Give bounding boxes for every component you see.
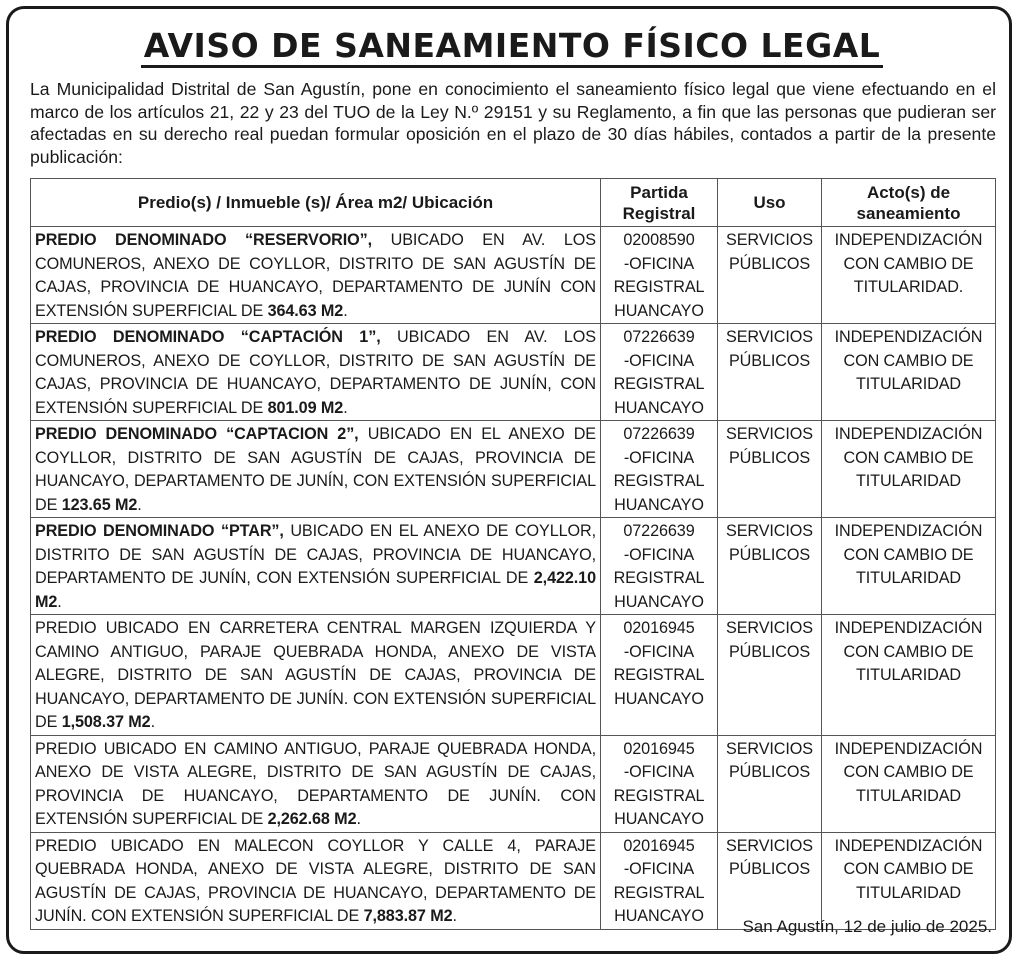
partida-registral-line: -OFICINA [623, 351, 695, 370]
property-description [31, 832, 601, 929]
header-partida-line1: Partida [630, 182, 688, 202]
partida-registral-line: HUANCAYO [614, 398, 704, 417]
table-row [31, 735, 996, 832]
table-row [31, 324, 996, 421]
intro-paragraph: La Municipalidad Distrital de San Agustín, pone en conocimiento el saneamiento físico legal que viene efectuando en el marco de los artículos 21, 22 y 23 del TUO de la Ley N.º 29151 y su Reglamento, a fin que las personas que pudieran ser afectadas en su derecho real puedan formular oposición en el plazo de 30 días hábiles, contados a partir de la presente publicación: [30, 79, 996, 167]
uso-cell-line: SERVICIOS [726, 231, 813, 249]
uso-cell [718, 324, 822, 421]
notice-title: AVISO DE SANEAMIENTO FÍSICO LEGAL [143, 26, 881, 65]
acto-saneamiento-line: INDEPENDIZACIÓN [834, 328, 983, 346]
partida-registral [601, 615, 718, 736]
partida-registral [601, 735, 718, 832]
acto-saneamiento-line: CON CAMBIO DE [843, 642, 974, 661]
acto-saneamiento [822, 615, 996, 736]
partida-registral [601, 227, 718, 324]
acto-saneamiento-line: INDEPENDIZACIÓN [834, 425, 983, 443]
uso-cell-line: PÚBLICOS [728, 545, 811, 564]
property-description [31, 735, 601, 832]
header-uso: Uso [718, 179, 822, 227]
partida-registral-line: 02008590 [623, 231, 695, 249]
property-name: PREDIO DENOMINADO “RESERVORIO”, [35, 231, 373, 249]
acto-saneamiento [822, 421, 996, 518]
uso-cell [718, 518, 822, 615]
table-row [31, 227, 996, 324]
partida-registral-line: REGISTRAL [613, 278, 705, 296]
acto-saneamiento-line: CON CAMBIO DE [843, 763, 974, 781]
header-partida-line2: Registral [622, 203, 696, 223]
table-header-row [31, 179, 996, 227]
partida-registral-line: REGISTRAL [613, 786, 705, 805]
partida-registral-line: HUANCAYO [614, 810, 704, 828]
uso-cell-line: PÚBLICOS [728, 763, 811, 781]
uso-cell-line: PÚBLICOS [728, 351, 811, 370]
partida-registral-line: 07226639 [623, 522, 695, 540]
property-area: 1,508.37 M2 [61, 713, 151, 731]
property-location: UBICADO EN EL ANEXO DE COYLLOR, DISTRITO DE SAN AGUSTÍN DE CAJAS, PROVINCIA DE HUANCAYO, DEPARTAMENTO DE JUNÍN, CON EXTENSIÓN SUPERFICIAL DE [35, 522, 596, 587]
partida-registral-line: 02016945 [623, 739, 695, 758]
property-description [31, 421, 601, 518]
header-acto-line2: saneamiento [856, 203, 961, 223]
property-name: PREDIO DENOMINADO “PTAR”, [35, 522, 284, 540]
uso-cell-line: SERVICIOS [726, 836, 813, 855]
acto-saneamiento-line: TITULARIDAD. [853, 278, 964, 296]
uso-cell-line: SERVICIOS [726, 739, 813, 758]
acto-saneamiento-line: TITULARIDAD [855, 472, 962, 490]
partida-registral [601, 324, 718, 421]
acto-saneamiento-line: INDEPENDIZACIÓN [834, 619, 983, 637]
property-description-end: . [343, 398, 348, 417]
uso-cell [718, 832, 822, 929]
property-description-end: . [57, 592, 62, 611]
partida-registral [601, 518, 718, 615]
property-location: PREDIO UBICADO EN MALECON COYLLOR Y CALLE 4, PARAJE QUEBRADA HONDA, ANEXO DE VISTA ALEGRE, DISTRITO DE SAN AGUSTÍN DE CAJAS, PROVINCIA DE HUANCAYO, DEPARTAMENTO DE JUNÍN. CON EXTENSIÓN SUPERFICIAL DE [35, 836, 596, 925]
acto-saneamiento [822, 735, 996, 832]
uso-cell-line: SERVICIOS [726, 522, 813, 540]
acto-saneamiento-line: CON CAMBIO DE [843, 860, 974, 878]
header-partida [601, 179, 718, 227]
partida-registral-line: HUANCAYO [614, 301, 704, 320]
acto-saneamiento-line: CON CAMBIO DE [843, 351, 974, 370]
acto-saneamiento [822, 832, 996, 929]
partida-registral-line: HUANCAYO [614, 907, 704, 925]
property-description [31, 615, 601, 736]
partida-registral-line: 07226639 [623, 328, 695, 346]
property-name: PREDIO DENOMINADO “CAPTACION 2”, [35, 425, 359, 443]
properties-table [30, 178, 996, 930]
property-location: PREDIO UBICADO EN CAMINO ANTIGUO, PARAJE QUEBRADA HONDA, ANEXO DE VISTA ALEGRE, DISTRITO DE SAN AGUSTÍN DE CAJAS, PROVINCIA DE HUANCAYO, DEPARTAMENTO DE JUNÍN. CON EXTENSIÓN SUPERFICIAL DE [35, 739, 596, 828]
property-name: PREDIO DENOMINADO “CAPTACIÓN 1”, [35, 328, 381, 346]
acto-saneamiento-line: CON CAMBIO DE [843, 254, 974, 273]
property-description-end: . [137, 495, 142, 514]
partida-registral [601, 421, 718, 518]
partida-registral-line: -OFICINA [623, 545, 695, 564]
acto-saneamiento-line: CON CAMBIO DE [843, 448, 974, 467]
partida-registral-line: REGISTRAL [613, 569, 705, 587]
partida-registral-line: REGISTRAL [613, 883, 705, 902]
property-location: PREDIO UBICADO EN CARRETERA CENTRAL MARGEN IZQUIERDA Y CAMINO ANTIGUO, PARAJE QUEBRADA HONDA, ANEXO DE VISTA ALEGRE, DISTRITO DE SAN AGUSTÍN DE CAJAS, PROVINCIA DE HUANCAYO, DEPARTAMENTO DE JUNÍN. CON EXTENSIÓN SUPERFICIAL DE [35, 619, 596, 731]
partida-registral-line: -OFICINA [623, 254, 695, 273]
acto-saneamiento-line: INDEPENDIZACIÓN [834, 739, 983, 758]
property-description-end: . [452, 907, 457, 925]
property-description-end: . [356, 810, 361, 828]
acto-saneamiento [822, 227, 996, 324]
partida-registral [601, 832, 718, 929]
partida-registral-line: HUANCAYO [614, 592, 704, 611]
property-description [31, 227, 601, 324]
table-row [31, 615, 996, 736]
property-location: UBICADO EN EL ANEXO DE COYLLOR, DISTRITO DE SAN AGUSTÍN DE CAJAS, PROVINCIA DE HUANCAYO, DEPARTAMENTO DE JUNÍN, CON EXTENSIÓN SUPERFICIAL DE [35, 425, 596, 514]
uso-cell [718, 227, 822, 324]
partida-registral-line: REGISTRAL [613, 666, 705, 684]
acto-saneamiento-line: TITULARIDAD [855, 883, 962, 902]
property-description-end: . [150, 713, 155, 731]
header-predio: Predio(s) / Inmueble (s)/ Área m2/ Ubicación [31, 179, 601, 227]
property-area: 2,262.68 M2 [267, 810, 357, 828]
property-area: 7,883.87 M2 [363, 907, 453, 925]
partida-registral-line: -OFICINA [623, 448, 695, 467]
partida-registral-line: REGISTRAL [613, 472, 705, 490]
table-body [31, 227, 996, 930]
partida-registral-line: -OFICINA [623, 860, 695, 878]
acto-saneamiento-line: INDEPENDIZACIÓN [834, 836, 983, 855]
partida-registral-line: REGISTRAL [613, 375, 705, 393]
acto-saneamiento-line: INDEPENDIZACIÓN [834, 231, 983, 249]
uso-cell-line: PÚBLICOS [728, 254, 811, 273]
uso-cell [718, 615, 822, 736]
acto-saneamiento-line: CON CAMBIO DE [843, 545, 974, 564]
uso-cell-line: SERVICIOS [726, 328, 813, 346]
header-acto-line1: Acto(s) de [866, 182, 951, 202]
uso-cell-line: SERVICIOS [726, 425, 813, 443]
partida-registral-line: 02016945 [623, 619, 695, 637]
property-description-end: . [343, 301, 348, 320]
property-description [31, 324, 601, 421]
table-row [31, 421, 996, 518]
partida-registral-line: 07226639 [623, 425, 695, 443]
property-description [31, 518, 601, 615]
acto-saneamiento-line: TITULARIDAD [855, 666, 962, 684]
uso-cell-line: PÚBLICOS [728, 448, 811, 467]
acto-saneamiento-line: TITULARIDAD [855, 375, 962, 393]
acto-saneamiento-line: TITULARIDAD [855, 786, 962, 805]
partida-registral-line: -OFICINA [623, 642, 695, 661]
title-underline [141, 65, 883, 68]
acto-saneamiento-line: TITULARIDAD [855, 569, 962, 587]
property-area: 123.65 M2 [61, 495, 138, 514]
header-acto [822, 179, 996, 227]
uso-cell-line: PÚBLICOS [728, 642, 811, 661]
acto-saneamiento-line: INDEPENDIZACIÓN [834, 522, 983, 540]
uso-cell [718, 735, 822, 832]
table-row [31, 518, 996, 615]
property-area: 364.63 M2 [267, 301, 344, 320]
footer-date: San Agustín, 12 de julio de 2025. [742, 917, 992, 936]
property-area: 2,422.10 M2 [35, 569, 596, 611]
property-area: 801.09 M2 [267, 398, 344, 417]
acto-saneamiento [822, 518, 996, 615]
partida-registral-line: HUANCAYO [614, 689, 704, 708]
uso-cell [718, 421, 822, 518]
uso-cell-line: PÚBLICOS [728, 860, 811, 878]
partida-registral-line: HUANCAYO [614, 495, 704, 514]
table-row [31, 832, 996, 929]
partida-registral-line: -OFICINA [623, 763, 695, 781]
uso-cell-line: SERVICIOS [726, 619, 813, 637]
property-location: UBICADO EN AV. LOS COMUNEROS, ANEXO DE COYLLOR, DISTRITO DE SAN AGUSTÍN DE CAJAS, PROVINCIA DE HUANCAYO, DEPARTAMENTO DE JUNÍN, CON EXTENSIÓN SUPERFICIAL DE [35, 328, 596, 417]
property-location: UBICADO EN AV. LOS COMUNEROS, ANEXO DE COYLLOR, DISTRITO DE SAN AGUSTÍN DE CAJAS, PROVINCIA DE HUANCAYO, DEPARTAMENTO DE JUNÍN CON EXTENSIÓN SUPERFICIAL DE [35, 231, 596, 320]
acto-saneamiento [822, 324, 996, 421]
partida-registral-line: 02016945 [623, 836, 695, 855]
